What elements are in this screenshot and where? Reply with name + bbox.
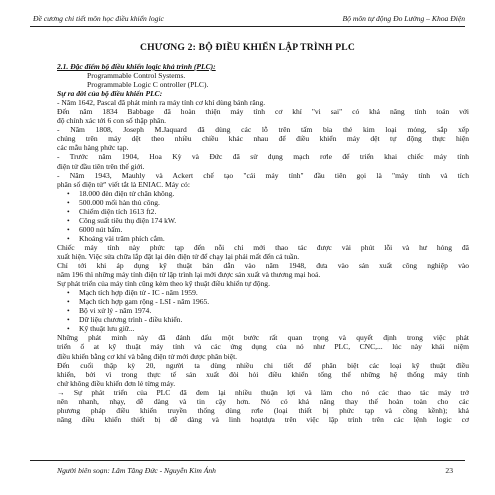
list-item: • 6000 nút bấm.: [57, 225, 469, 234]
paragraph-line: - Năm 1808, Joseph M.Jaquard đã dùng các lỗ trên tấm bìa thẻ kim loại mỏng, sắp xếp: [57, 125, 469, 135]
chapter-title: CHƯƠNG 2: BỘ ĐIỀU KHIỂN LẬP TRÌNH PLC: [139, 42, 356, 53]
paragraph-line: điện tử đầu tiên trên thế giới.: [57, 161, 145, 171]
section-heading: 2.1. Đặc điểm bộ điều khiển logic khả trình (PLC):: [57, 62, 216, 71]
list-item: • Mạch tích hợp điện tử - IC - năm 1959.: [57, 288, 469, 297]
document-body: [57, 62, 469, 424]
paragraph-line: - Trước năm 1904, Hoa Kỳ và Đức đã sử dụng mạch rơle để triển khai chiếc máy tính: [57, 152, 469, 162]
paragraph-line: điều khiển bằng cơ khí và bằng điện tử mới được phân biệt.: [57, 351, 238, 361]
paragraph-line: độ chính xác tới 6 con số thập phân.: [57, 116, 166, 126]
intro-line: Programmable Logic C ontroller (PLC).: [87, 80, 209, 90]
subheading: Sự ra đời của bộ điều khiển PLC:: [57, 89, 163, 99]
paragraph-line: khiển, bởi vì trong thực tế sản xuất đòi hỏi điều khiển tổng thể những hệ thống máy tính: [57, 369, 469, 379]
paragraph-line: các mẫu hàng phức tạp.: [57, 143, 129, 153]
page-number: 23: [445, 466, 453, 475]
paragraph-line: - Năm 1943, Mauhly và Ackert chế tạo "cái máy tính" đầu tiên gọi là "máy tính và tích: [57, 170, 469, 180]
paragraph-line: Đến cuối thập kỳ 20, người ta dùng nhiều chi tiết để phân biệt các loại kỹ thuật điều: [57, 360, 469, 370]
paragraph-line: năng điều khiển thiết bị dễ dàng và linh hoạtdựa trên việc lập trình trên các lệnh logic cơ: [57, 414, 469, 424]
intro-line: Programmable Control Systems.: [87, 71, 186, 81]
paragraph-line: năm 196 thì những máy tính điện tử lập trình lại mới được sản xuất và thương mại hoá.: [57, 270, 321, 280]
footer-authors: Người biên soạn: Lâm Tăng Đức - Nguyễn Kim Ánh: [57, 466, 216, 475]
paragraph-line: xuất hiện. Việc sửa chữa lắp đặt lại đèn điện tử để chạy lại phải mất đến cả tuần.: [57, 251, 300, 261]
paragraph-line: chứ không điều khiển đơn lẻ từng máy.: [57, 378, 176, 388]
header-course-title: Đề cương chi tiết môn học điều khiển logic: [33, 14, 164, 23]
list-item: • Bộ vi xử lý - năm 1974.: [57, 306, 469, 315]
list-item: • 18.000 đèn điện tử chân không.: [57, 189, 469, 198]
paragraph-line: Những phát minh này đã đánh dấu một bước rất quan trọng và quyết định trong việc phát: [57, 333, 469, 343]
header-divider: [30, 26, 465, 27]
paragraph-line: Đến năm 1834 Babbage đã hoàn thiện máy tính cơ khí "vi sai" có khả năng tính toán với: [57, 107, 469, 117]
paragraph-line: → Sự phát triển của PLC đã đem lại nhiều thuận lợi và làm cho nó các thao tác máy trở: [57, 387, 469, 397]
paragraph-line: triển ổ at kỹ thuật máy tính và các ứng dụng của nó như PLC, CNC,... lúc này khái niệm: [57, 342, 469, 352]
paragraph-line: phương pháp điều khiển truyền thống dùng rơle (loại thiết bị phức tạp và cồng kềnh); khả: [57, 405, 469, 415]
list-item: • Công suất tiêu thụ điện 174 kW.: [57, 216, 469, 225]
list-item: • Mạch tích hợp gam rộng - LSI - năm 1965.: [57, 297, 469, 306]
list-item: • Khoảng vài trăm phích cắm.: [57, 234, 469, 243]
paragraph-line: nên nhanh, nhạy, dễ dàng và tin cậy hơn. Nó có khả năng thay thế hoàn toàn cho các: [57, 396, 469, 406]
footer-divider: [30, 460, 465, 461]
list-item: • Dữ liệu chương trình - điều khiển.: [57, 315, 469, 324]
list-item: • Chiếm diện tích 1613 ft2.: [57, 207, 469, 216]
paragraph-line: - Năm 1642, Pascal đã phát minh ra máy tính cơ khí dùng bánh răng.: [57, 98, 266, 108]
paragraph-line: Chỉ tới khi áp dụng kỹ thuật bán dẫn vào năm 1948, đưa vào sản xuất công nghiệp vào: [57, 261, 469, 271]
paragraph-line: phân số điện tử" viết tắt là ENIAC. Máy có:: [57, 179, 190, 189]
list-item: • 500.000 mối hàn thủ công.: [57, 198, 469, 207]
paragraph-line: chúng trên máy dệt theo nhiều chiều khác nhau để điều khiển máy dệt tự động thực hiện: [57, 134, 469, 144]
header-department: Bộ môn tự động Đo Lường – Khoa Điện: [342, 14, 465, 23]
list-item: • Kỹ thuật lưu giữ...: [57, 324, 469, 333]
paragraph-line: Sự phát triển của máy tính cũng kèm theo kỹ thuật điều khiển tự động.: [57, 279, 270, 289]
paragraph-line: Chiếc máy tính này phức tạp đến nỗi chỉ mới thao tác được vài phút lỗi và hư hỏng đã: [57, 242, 469, 252]
